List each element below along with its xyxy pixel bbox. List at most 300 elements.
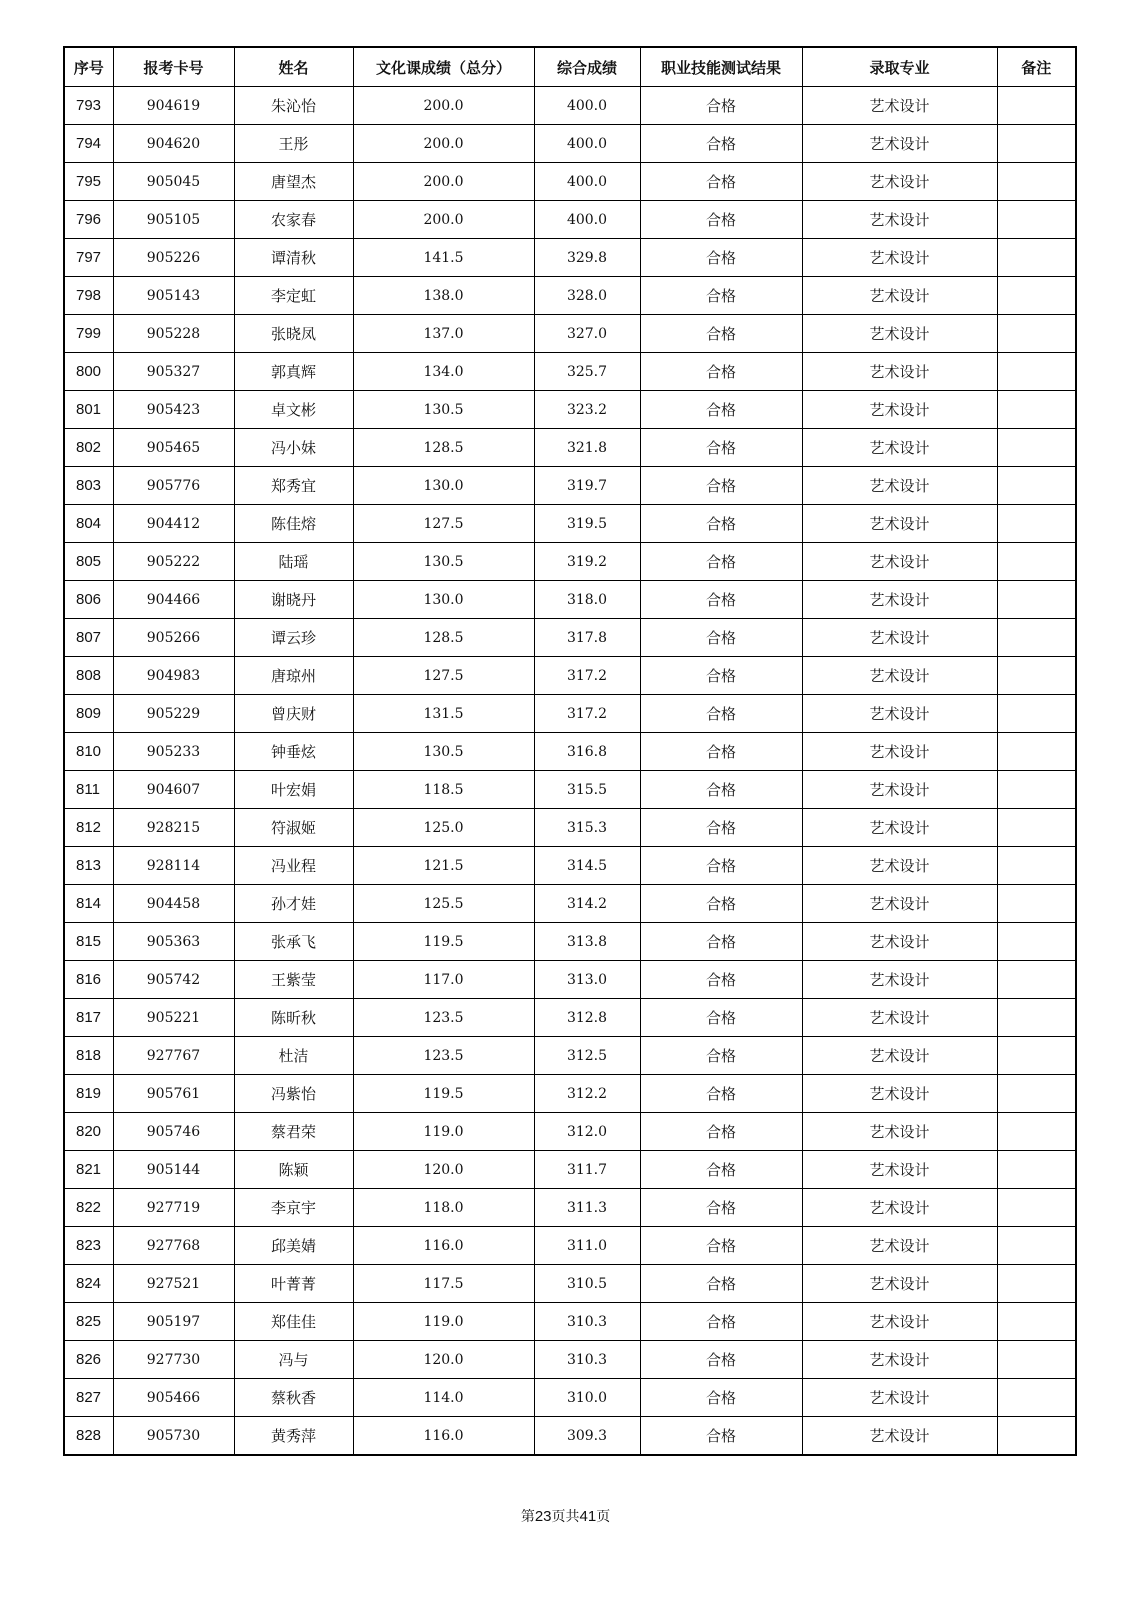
cell-remarks (997, 1303, 1076, 1341)
cell-skill-test-result: 合格 (640, 543, 802, 581)
cell-remarks (997, 1037, 1076, 1075)
table-row (64, 1113, 1076, 1151)
cell-remarks (997, 1075, 1076, 1113)
cell-exam-card-no: 927521 (113, 1265, 234, 1303)
table-row (64, 1265, 1076, 1303)
cell-admitted-major: 艺术设计 (802, 1303, 997, 1341)
cell-name: 钟垂炫 (234, 733, 353, 771)
cell-composite-score: 328.0 (534, 277, 640, 315)
cell-seq: 825 (64, 1303, 113, 1341)
cell-admitted-major: 艺术设计 (802, 543, 997, 581)
cell-exam-card-no: 905105 (113, 201, 234, 239)
cell-culture-score: 123.5 (353, 999, 534, 1037)
cell-skill-test-result: 合格 (640, 999, 802, 1037)
cell-skill-test-result: 合格 (640, 429, 802, 467)
footer-total-pages: 41 (579, 1508, 597, 1525)
cell-exam-card-no: 904607 (113, 771, 234, 809)
table-row (64, 125, 1076, 163)
cell-admitted-major: 艺术设计 (802, 1265, 997, 1303)
cell-composite-score: 400.0 (534, 125, 640, 163)
cell-admitted-major: 艺术设计 (802, 1075, 997, 1113)
cell-composite-score: 321.8 (534, 429, 640, 467)
cell-remarks (997, 885, 1076, 923)
cell-seq: 793 (64, 87, 113, 125)
cell-remarks (997, 429, 1076, 467)
header-remarks: 备注 (997, 47, 1076, 87)
cell-seq: 812 (64, 809, 113, 847)
cell-composite-score: 312.8 (534, 999, 640, 1037)
cell-seq: 818 (64, 1037, 113, 1075)
cell-culture-score: 128.5 (353, 619, 534, 657)
cell-admitted-major: 艺术设计 (802, 847, 997, 885)
cell-skill-test-result: 合格 (640, 1303, 802, 1341)
table-row (64, 999, 1076, 1037)
cell-composite-score: 311.0 (534, 1227, 640, 1265)
cell-skill-test-result: 合格 (640, 1113, 802, 1151)
cell-name: 农家春 (234, 201, 353, 239)
cell-culture-score: 127.5 (353, 505, 534, 543)
cell-culture-score: 130.0 (353, 467, 534, 505)
table-row (64, 695, 1076, 733)
cell-skill-test-result: 合格 (640, 961, 802, 999)
cell-name: 张承飞 (234, 923, 353, 961)
cell-admitted-major: 艺术设计 (802, 1189, 997, 1227)
cell-exam-card-no: 905045 (113, 163, 234, 201)
table-row (64, 657, 1076, 695)
cell-composite-score: 400.0 (534, 163, 640, 201)
cell-remarks (997, 315, 1076, 353)
cell-culture-score: 119.5 (353, 1075, 534, 1113)
cell-admitted-major: 艺术设计 (802, 391, 997, 429)
cell-culture-score: 131.5 (353, 695, 534, 733)
cell-exam-card-no: 905730 (113, 1417, 234, 1456)
cell-exam-card-no: 905776 (113, 467, 234, 505)
cell-seq: 799 (64, 315, 113, 353)
cell-exam-card-no: 905363 (113, 923, 234, 961)
cell-admitted-major: 艺术设计 (802, 1113, 997, 1151)
cell-admitted-major: 艺术设计 (802, 771, 997, 809)
cell-skill-test-result: 合格 (640, 163, 802, 201)
table-row (64, 923, 1076, 961)
cell-composite-score: 317.2 (534, 657, 640, 695)
cell-composite-score: 314.2 (534, 885, 640, 923)
table-row (64, 467, 1076, 505)
cell-admitted-major: 艺术设计 (802, 1417, 997, 1456)
table-row (64, 885, 1076, 923)
cell-skill-test-result: 合格 (640, 467, 802, 505)
cell-name: 陆瑶 (234, 543, 353, 581)
cell-culture-score: 200.0 (353, 201, 534, 239)
cell-admitted-major: 艺术设计 (802, 961, 997, 999)
cell-admitted-major: 艺术设计 (802, 201, 997, 239)
cell-culture-score: 120.0 (353, 1341, 534, 1379)
cell-seq: 795 (64, 163, 113, 201)
cell-exam-card-no: 904620 (113, 125, 234, 163)
table-row (64, 239, 1076, 277)
cell-exam-card-no: 904466 (113, 581, 234, 619)
cell-composite-score: 319.7 (534, 467, 640, 505)
cell-remarks (997, 695, 1076, 733)
cell-admitted-major: 艺术设计 (802, 999, 997, 1037)
cell-skill-test-result: 合格 (640, 87, 802, 125)
cell-composite-score: 310.0 (534, 1379, 640, 1417)
cell-composite-score: 310.3 (534, 1341, 640, 1379)
cell-exam-card-no: 905144 (113, 1151, 234, 1189)
table-row (64, 1189, 1076, 1227)
cell-remarks (997, 847, 1076, 885)
cell-remarks (997, 657, 1076, 695)
cell-admitted-major: 艺术设计 (802, 619, 997, 657)
cell-composite-score: 312.2 (534, 1075, 640, 1113)
cell-seq: 802 (64, 429, 113, 467)
cell-remarks (997, 999, 1076, 1037)
cell-culture-score: 123.5 (353, 1037, 534, 1075)
cell-composite-score: 327.0 (534, 315, 640, 353)
cell-composite-score: 310.3 (534, 1303, 640, 1341)
cell-remarks (997, 1417, 1076, 1456)
cell-remarks (997, 505, 1076, 543)
cell-culture-score: 200.0 (353, 87, 534, 125)
cell-seq: 805 (64, 543, 113, 581)
cell-remarks (997, 1227, 1076, 1265)
cell-admitted-major: 艺术设计 (802, 733, 997, 771)
cell-composite-score: 317.8 (534, 619, 640, 657)
cell-remarks (997, 543, 1076, 581)
cell-remarks (997, 239, 1076, 277)
cell-culture-score: 117.5 (353, 1265, 534, 1303)
header-name: 姓名 (234, 47, 353, 87)
cell-admitted-major: 艺术设计 (802, 163, 997, 201)
cell-remarks (997, 1113, 1076, 1151)
cell-composite-score: 316.8 (534, 733, 640, 771)
cell-name: 李京宇 (234, 1189, 353, 1227)
cell-exam-card-no: 905746 (113, 1113, 234, 1151)
cell-name: 叶宏娟 (234, 771, 353, 809)
cell-culture-score: 137.0 (353, 315, 534, 353)
table-row (64, 505, 1076, 543)
cell-skill-test-result: 合格 (640, 923, 802, 961)
cell-seq: 824 (64, 1265, 113, 1303)
table-row (64, 961, 1076, 999)
footer-middle: 页共 (551, 1509, 580, 1525)
cell-seq: 798 (64, 277, 113, 315)
table-row (64, 847, 1076, 885)
table-row (64, 809, 1076, 847)
cell-composite-score: 309.3 (534, 1417, 640, 1456)
cell-admitted-major: 艺术设计 (802, 695, 997, 733)
cell-skill-test-result: 合格 (640, 315, 802, 353)
cell-name: 王彤 (234, 125, 353, 163)
cell-exam-card-no: 904619 (113, 87, 234, 125)
header-composite-score: 综合成绩 (534, 47, 640, 87)
cell-culture-score: 128.5 (353, 429, 534, 467)
cell-skill-test-result: 合格 (640, 1227, 802, 1265)
cell-exam-card-no: 927730 (113, 1341, 234, 1379)
cell-culture-score: 114.0 (353, 1379, 534, 1417)
cell-culture-score: 130.5 (353, 391, 534, 429)
cell-composite-score: 313.8 (534, 923, 640, 961)
cell-culture-score: 116.0 (353, 1227, 534, 1265)
cell-skill-test-result: 合格 (640, 695, 802, 733)
cell-composite-score: 400.0 (534, 87, 640, 125)
cell-exam-card-no: 928114 (113, 847, 234, 885)
cell-seq: 807 (64, 619, 113, 657)
cell-name: 黄秀萍 (234, 1417, 353, 1456)
table-row (64, 315, 1076, 353)
cell-admitted-major: 艺术设计 (802, 581, 997, 619)
cell-culture-score: 141.5 (353, 239, 534, 277)
header-skill-test-result: 职业技能测试结果 (640, 47, 802, 87)
cell-exam-card-no: 905327 (113, 353, 234, 391)
cell-culture-score: 117.0 (353, 961, 534, 999)
cell-remarks (997, 961, 1076, 999)
cell-name: 邱美婧 (234, 1227, 353, 1265)
cell-name: 陈昕秋 (234, 999, 353, 1037)
cell-composite-score: 312.0 (534, 1113, 640, 1151)
cell-culture-score: 119.0 (353, 1303, 534, 1341)
cell-exam-card-no: 905229 (113, 695, 234, 733)
cell-name: 王紫莹 (234, 961, 353, 999)
cell-culture-score: 121.5 (353, 847, 534, 885)
cell-exam-card-no: 905742 (113, 961, 234, 999)
cell-composite-score: 315.3 (534, 809, 640, 847)
cell-exam-card-no: 927719 (113, 1189, 234, 1227)
footer-page-number: 23 (534, 1508, 552, 1525)
cell-culture-score: 130.5 (353, 543, 534, 581)
cell-name: 冯紫怡 (234, 1075, 353, 1113)
cell-composite-score: 400.0 (534, 201, 640, 239)
cell-skill-test-result: 合格 (640, 1379, 802, 1417)
cell-remarks (997, 1379, 1076, 1417)
cell-skill-test-result: 合格 (640, 1037, 802, 1075)
cell-seq: 823 (64, 1227, 113, 1265)
cell-name: 冯小妹 (234, 429, 353, 467)
cell-exam-card-no: 905466 (113, 1379, 234, 1417)
cell-admitted-major: 艺术设计 (802, 809, 997, 847)
cell-name: 陈佳熔 (234, 505, 353, 543)
cell-composite-score: 318.0 (534, 581, 640, 619)
cell-remarks (997, 733, 1076, 771)
table-row (64, 1341, 1076, 1379)
cell-seq: 796 (64, 201, 113, 239)
cell-composite-score: 314.5 (534, 847, 640, 885)
cell-seq: 797 (64, 239, 113, 277)
cell-exam-card-no: 905226 (113, 239, 234, 277)
cell-seq: 794 (64, 125, 113, 163)
cell-remarks (997, 923, 1076, 961)
cell-skill-test-result: 合格 (640, 391, 802, 429)
cell-exam-card-no: 905233 (113, 733, 234, 771)
cell-seq: 826 (64, 1341, 113, 1379)
cell-skill-test-result: 合格 (640, 1341, 802, 1379)
cell-admitted-major: 艺术设计 (802, 87, 997, 125)
cell-seq: 804 (64, 505, 113, 543)
cell-exam-card-no: 904983 (113, 657, 234, 695)
cell-skill-test-result: 合格 (640, 1189, 802, 1227)
cell-name: 郑佳佳 (234, 1303, 353, 1341)
cell-seq: 803 (64, 467, 113, 505)
cell-composite-score: 310.5 (534, 1265, 640, 1303)
cell-composite-score: 317.2 (534, 695, 640, 733)
cell-skill-test-result: 合格 (640, 1075, 802, 1113)
cell-name: 符淑姬 (234, 809, 353, 847)
cell-remarks (997, 467, 1076, 505)
cell-seq: 811 (64, 771, 113, 809)
cell-seq: 827 (64, 1379, 113, 1417)
cell-composite-score: 323.2 (534, 391, 640, 429)
cell-exam-card-no: 928215 (113, 809, 234, 847)
cell-culture-score: 130.0 (353, 581, 534, 619)
table-row (64, 1417, 1076, 1456)
cell-culture-score: 200.0 (353, 163, 534, 201)
cell-remarks (997, 1151, 1076, 1189)
cell-culture-score: 120.0 (353, 1151, 534, 1189)
cell-seq: 820 (64, 1113, 113, 1151)
cell-skill-test-result: 合格 (640, 847, 802, 885)
cell-remarks (997, 1341, 1076, 1379)
cell-name: 蔡君荣 (234, 1113, 353, 1151)
cell-admitted-major: 艺术设计 (802, 125, 997, 163)
cell-seq: 828 (64, 1417, 113, 1456)
cell-culture-score: 125.5 (353, 885, 534, 923)
cell-composite-score: 313.0 (534, 961, 640, 999)
cell-name: 谢晓丹 (234, 581, 353, 619)
cell-remarks (997, 277, 1076, 315)
cell-admitted-major: 艺术设计 (802, 1227, 997, 1265)
cell-admitted-major: 艺术设计 (802, 315, 997, 353)
cell-seq: 808 (64, 657, 113, 695)
table-row (64, 1379, 1076, 1417)
cell-skill-test-result: 合格 (640, 885, 802, 923)
cell-name: 曾庆财 (234, 695, 353, 733)
cell-skill-test-result: 合格 (640, 733, 802, 771)
cell-remarks (997, 163, 1076, 201)
cell-admitted-major: 艺术设计 (802, 467, 997, 505)
cell-name: 郑秀宜 (234, 467, 353, 505)
cell-skill-test-result: 合格 (640, 277, 802, 315)
cell-composite-score: 311.7 (534, 1151, 640, 1189)
cell-name: 唐望杰 (234, 163, 353, 201)
table-row (64, 771, 1076, 809)
cell-skill-test-result: 合格 (640, 239, 802, 277)
page-footer (0, 1506, 1131, 1526)
cell-admitted-major: 艺术设计 (802, 429, 997, 467)
table-row (64, 619, 1076, 657)
table-row (64, 733, 1076, 771)
cell-name: 唐琼州 (234, 657, 353, 695)
cell-name: 陈颖 (234, 1151, 353, 1189)
cell-culture-score: 200.0 (353, 125, 534, 163)
cell-composite-score: 312.5 (534, 1037, 640, 1075)
table-row (64, 87, 1076, 125)
table-row (64, 581, 1076, 619)
cell-skill-test-result: 合格 (640, 201, 802, 239)
cell-exam-card-no: 905266 (113, 619, 234, 657)
cell-name: 冯与 (234, 1341, 353, 1379)
cell-seq: 806 (64, 581, 113, 619)
cell-composite-score: 329.8 (534, 239, 640, 277)
cell-name: 郭真辉 (234, 353, 353, 391)
cell-remarks (997, 771, 1076, 809)
table-header-row (64, 47, 1076, 87)
cell-remarks (997, 619, 1076, 657)
cell-composite-score: 315.5 (534, 771, 640, 809)
cell-name: 叶菁菁 (234, 1265, 353, 1303)
cell-remarks (997, 125, 1076, 163)
cell-seq: 810 (64, 733, 113, 771)
cell-remarks (997, 809, 1076, 847)
cell-skill-test-result: 合格 (640, 505, 802, 543)
cell-skill-test-result: 合格 (640, 809, 802, 847)
cell-name: 李定虹 (234, 277, 353, 315)
cell-culture-score: 127.5 (353, 657, 534, 695)
cell-name: 蔡秋香 (234, 1379, 353, 1417)
table-row (64, 201, 1076, 239)
cell-culture-score: 130.5 (353, 733, 534, 771)
cell-name: 冯业程 (234, 847, 353, 885)
table-row (64, 543, 1076, 581)
cell-culture-score: 116.0 (353, 1417, 534, 1456)
cell-skill-test-result: 合格 (640, 581, 802, 619)
cell-seq: 816 (64, 961, 113, 999)
cell-remarks (997, 87, 1076, 125)
cell-remarks (997, 391, 1076, 429)
cell-culture-score: 134.0 (353, 353, 534, 391)
cell-remarks (997, 1265, 1076, 1303)
cell-culture-score: 118.0 (353, 1189, 534, 1227)
cell-remarks (997, 353, 1076, 391)
cell-skill-test-result: 合格 (640, 1151, 802, 1189)
cell-skill-test-result: 合格 (640, 771, 802, 809)
cell-seq: 800 (64, 353, 113, 391)
cell-name: 谭云珍 (234, 619, 353, 657)
cell-seq: 813 (64, 847, 113, 885)
cell-admitted-major: 艺术设计 (802, 353, 997, 391)
cell-remarks (997, 581, 1076, 619)
cell-exam-card-no: 904458 (113, 885, 234, 923)
table-row (64, 277, 1076, 315)
cell-composite-score: 311.3 (534, 1189, 640, 1227)
table-row (64, 429, 1076, 467)
table-row (64, 1151, 1076, 1189)
cell-admitted-major: 艺术设计 (802, 1341, 997, 1379)
header-culture-score: 文化课成绩（总分） (353, 47, 534, 87)
table-row (64, 353, 1076, 391)
cell-name: 杜洁 (234, 1037, 353, 1075)
cell-exam-card-no: 905423 (113, 391, 234, 429)
cell-exam-card-no: 905761 (113, 1075, 234, 1113)
header-exam-card-no: 报考卡号 (113, 47, 234, 87)
cell-admitted-major: 艺术设计 (802, 885, 997, 923)
cell-seq: 821 (64, 1151, 113, 1189)
cell-admitted-major: 艺术设计 (802, 1037, 997, 1075)
cell-composite-score: 319.5 (534, 505, 640, 543)
cell-skill-test-result: 合格 (640, 1417, 802, 1456)
cell-exam-card-no: 905465 (113, 429, 234, 467)
cell-remarks (997, 201, 1076, 239)
cell-exam-card-no: 905143 (113, 277, 234, 315)
cell-exam-card-no: 905222 (113, 543, 234, 581)
header-seq: 序号 (64, 47, 113, 87)
cell-skill-test-result: 合格 (640, 657, 802, 695)
footer-suffix: 页 (596, 1509, 611, 1525)
cell-exam-card-no: 927768 (113, 1227, 234, 1265)
cell-exam-card-no: 905221 (113, 999, 234, 1037)
cell-admitted-major: 艺术设计 (802, 277, 997, 315)
cell-culture-score: 118.5 (353, 771, 534, 809)
cell-remarks (997, 1189, 1076, 1227)
cell-culture-score: 138.0 (353, 277, 534, 315)
